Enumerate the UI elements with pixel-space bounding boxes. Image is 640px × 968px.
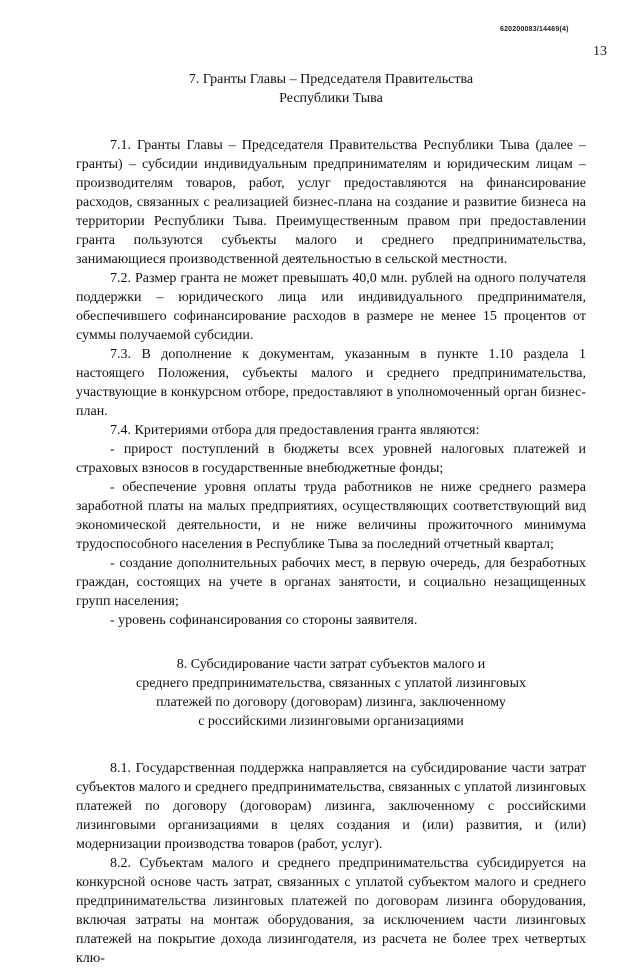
paragraph-8-2: 8.2. Субъектам малого и среднего предпринимательства субсидируется на конкурсной основе часть затрат, связанных с уплатой субъектом малого и среднего предпринимательства лизинговых платежей по договорам лизинга оборудования, включая затраты на монтаж оборудования, за исключением части лизинговых платежей на покрытие дохода лизингодателя, из расчета не более трех четвертых клю- [76, 856, 586, 966]
document-id: 620200083/14469(4) [500, 26, 569, 33]
paragraph-7-2: 7.2. Размер гранта не может превышать 40,0 млн. рублей на одного получателя поддержки – юридического лица или индивидуального предпринимателя, обеспечившего софинансирование расходов в размере не менее 15 процентов от суммы получаемой субсидии. [76, 271, 586, 343]
criteria-item: - уровень софинансирования со стороны заявителя. [110, 613, 418, 628]
section-7-title-line: 7. Гранты Главы – Председателя Правительства [188, 72, 474, 87]
section-8-title-line: с российскими лизинговыми организациями [198, 714, 464, 729]
criteria-item: - создание дополнительных рабочих мест, в первую очередь, для безработных граждан, состоящих на учете в органах занятости, и социально незащищенных групп населения; [76, 556, 586, 609]
section-8-title [76, 655, 586, 731]
paragraph-7-4: 7.4. Критериями отбора для предоставления гранта являются: [110, 423, 480, 438]
criteria-item: - обеспечение уровня оплаты труда работников не ниже среднего размера заработной платы на малых предприятиях, осуществляющих соответствующий вид экономической деятельности, и не ниже величины прожиточного минимума трудоспособного населения в Республике Тыва за последний отчетный квартал; [76, 480, 586, 552]
section-8-title-line: платежей по договору (договорам) лизинга, заключенному [156, 695, 506, 710]
document-body [76, 70, 586, 968]
section-8-title-line: 8. Субсидирование части затрат субъектов малого и [176, 657, 486, 672]
section-7-title [76, 70, 586, 108]
section-8-title-line: среднего предпринимательства, связанных с уплатой лизинговых [136, 676, 526, 691]
paragraph-7-1: 7.1. Гранты Главы – Председателя Правительства Республики Тыва (далее – гранты) – субсидии индивидуальным предпринимателям и юридическим лицам – производителям товаров, работ, услуг предоставляются на финансирование расходов, связанных с реализацией бизнес-плана на создание и развитие бизнеса на территории Республики Тыва. Преимущественным правом при предоставлении гранта пользуются субъекты малого и среднего предпринимательства, занимающиеся производственной деятельностью в сельской местности. [76, 138, 586, 267]
paragraph-7-3: 7.3. В дополнение к документам, указанным в пункте 1.10 раздела 1 настоящего Положения, субъекты малого и среднего предпринимательства, участвующие в конкурсном отборе, предоставляют в уполномоченный орган бизнес-план. [76, 347, 586, 419]
page-number: 13 [593, 44, 607, 59]
criteria-item: - прирост поступлений в бюджеты всех уровней налоговых платежей и страховых взносов в государственные внебюджетные фонды; [76, 442, 586, 476]
section-7-title-line: Республики Тыва [279, 91, 383, 106]
paragraph-8-1: 8.1. Государственная поддержка направляется на субсидирование части затрат субъектов малого и среднего предпринимательства, связанных с уплатой лизинговых платежей по договору (договорам) лизинга, заключенному с российскими лизинговыми организациями в целях создания и (или) развития, и (или) модернизации производства товаров (работ, услуг). [76, 761, 586, 852]
